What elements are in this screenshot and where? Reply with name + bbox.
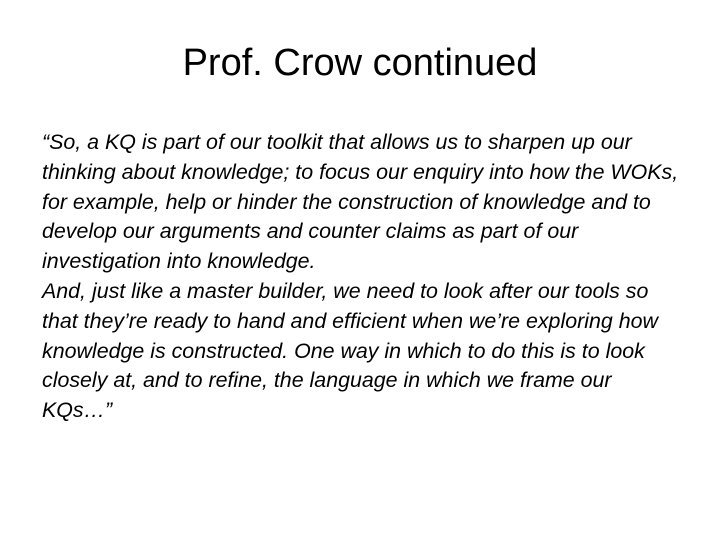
- slide-title: Prof. Crow continued: [182, 42, 538, 84]
- slide-body: [42, 128, 682, 426]
- quote-paragraph-1: “So, a KQ is part of our toolkit that allows us to sharpen up our thinking about knowledge; to focus our enquiry into how the WOKs, for example, help or hinder the construction of knowledge and to develop our arguments and counter claims as part of our investigation into knowledge.: [42, 130, 679, 274]
- quote-paragraph-2: And, just like a master builder, we need to look after our tools so that they’re ready to hand and efficient when we’re exploring how knowledge is constructed. One way in which to do this is to look closely at, and to refine, the language in which we frame our KQs…”: [42, 278, 658, 423]
